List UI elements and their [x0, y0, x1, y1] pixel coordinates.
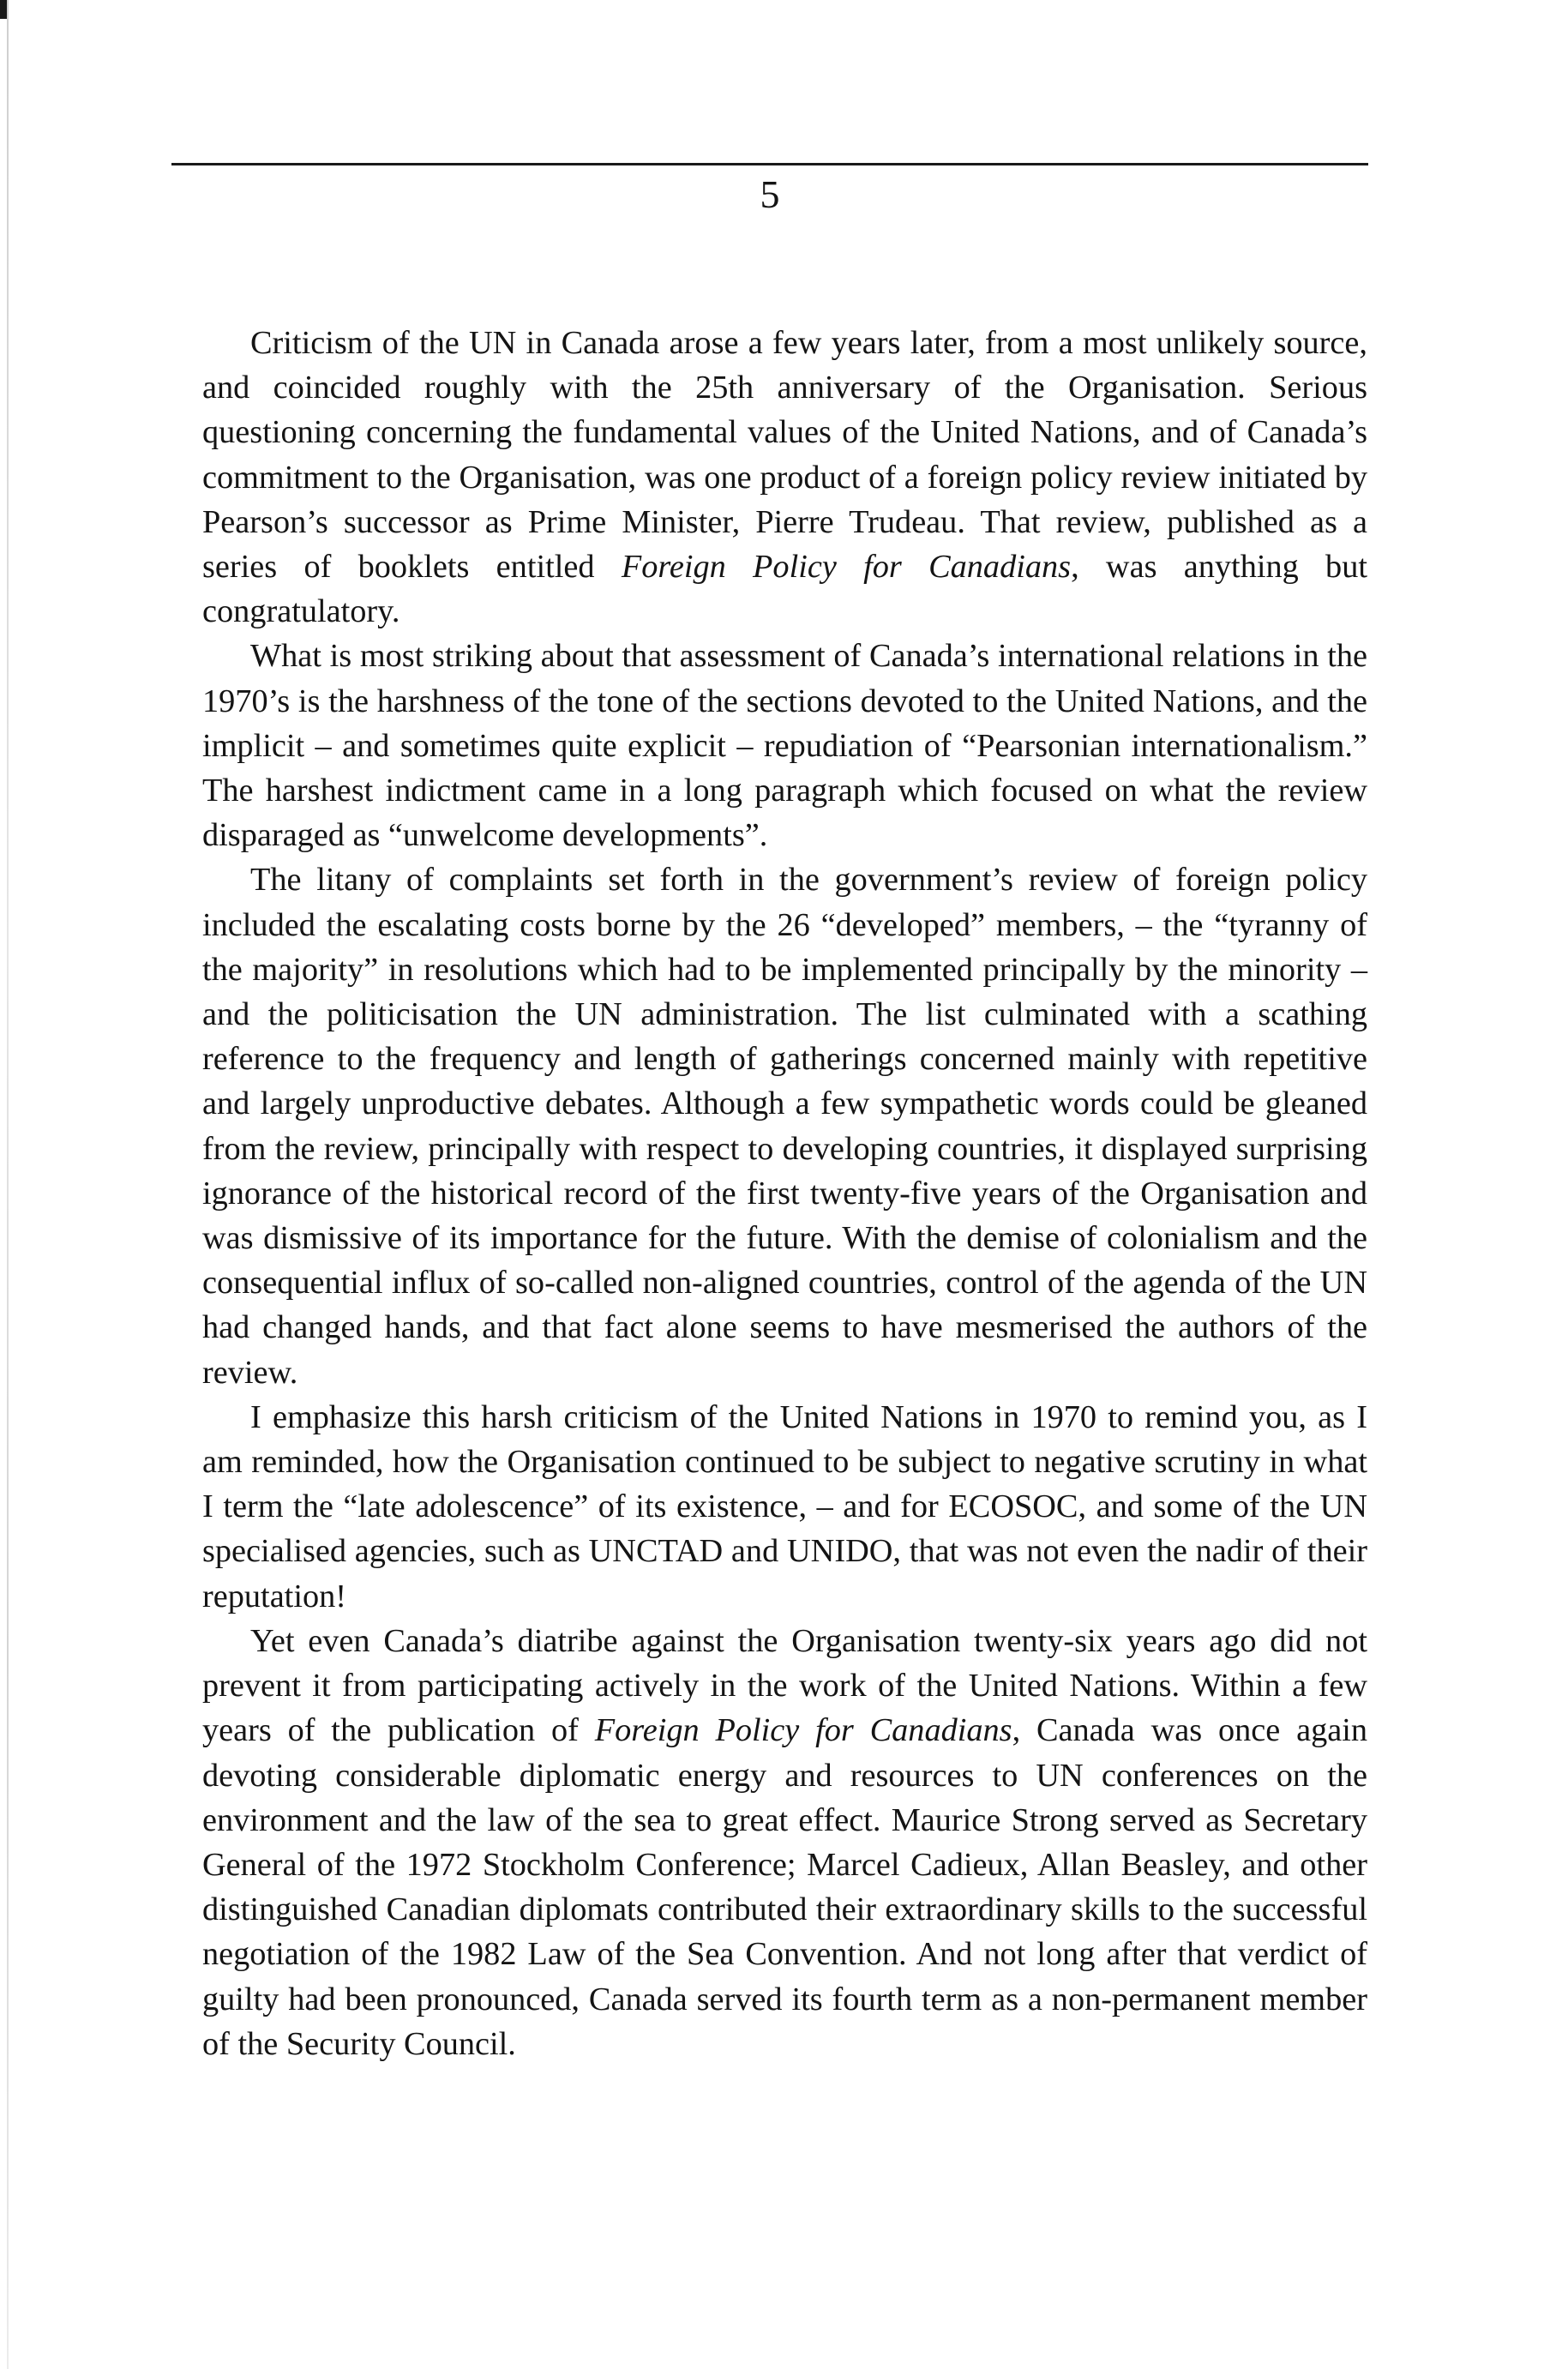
- scan-edge-line: [7, 0, 9, 2369]
- paragraph-1-book-title: Foreign Policy for Canadians: [621, 549, 1072, 586]
- paragraph-2-text: What is most striking about that assessment of Canada’s international relations in the 1970’s is the harshness of the tone of the sections devoted to the United Nations, and the implicit – and sometimes quite explicit – repudiation of “Pearsonian internationalism.” The harshest indictment came in a long paragraph which focused on what the review disparaged as “unwelcome developments”.: [202, 638, 1367, 854]
- page-number: 5: [760, 172, 780, 216]
- paragraph-4: [202, 1395, 1367, 1619]
- paragraph-1-part-1: Criticism of the UN in Canada arose a few years later, from a most unlikely source, and coincided roughly with the 25th anniversary of the Organisation. Serious questioning concerning the fundamental values of the United Nations, and of Canada’s commitment to the Organisation, was one product of a foreign policy review initiated by Pearson’s successor as Prime Minister, Pierre Trudeau. That review, published as a series of booklets entitled: [202, 325, 1367, 586]
- paragraph-3: [202, 857, 1367, 1394]
- body-text: [202, 321, 1367, 2066]
- paragraph-5-book-title: Foreign Policy for Canadians: [594, 1712, 1012, 1749]
- paragraph-5-part-3: , Canada was once again devoting considerable diplomatic energy and resources to UN conferences on the environment and the law of the sea to great effect. Maurice Strong served as Secretary General of the 1972 Stockholm Conference; Marcel Cadieux, Allan Beasley, and other distinguished Canadian diplomats contributed their extraordinary skills to the successful negotiation of the 1982 Law of the Sea Convention. And not long after that verdict of guilty had been pronounced, Canada served its fourth term as a non-permanent member of the Security Council.: [202, 1712, 1368, 2062]
- header-rule: [171, 163, 1368, 165]
- paragraph-4-text: I emphasize this harsh criticism of the United Nations in 1970 to remind you, as I am reminded, how the Organisation continued to be subject to negative scrutiny in what I term the “late adolescence” of its existence, – and for ECOSOC, and some of the UN specialised agencies, such as UNCTAD and UNIDO, that was not even the nadir of their reputation!: [202, 1398, 1367, 1614]
- paragraph-1-part-3: , was anything but congratulatory.: [202, 549, 1367, 630]
- paragraph-5-part-1: Yet even Canada’s diatribe against the Organisation twenty-six years ago did not prevent it from participating actively in the work of the United Nations. Within a few years of the publication of: [202, 1622, 1367, 1749]
- paragraph-1: [202, 321, 1367, 634]
- paragraph-5: [202, 1619, 1367, 2066]
- paragraph-3-text: The litany of complaints set forth in the government’s review of foreign policy included the escalating costs borne by the 26 “developed” members, – the “tyranny of the majority” in resolutions which had to be implemented principally by the minority – and the politicisation the UN administration. The list culminated with a scathing reference to the frequency and length of gatherings concerned mainly with repetitive and largely unproductive debates. Although a few sympathetic words could be gleaned from the review, principally with respect to developing countries, it displayed surprising ignorance of the historical record of the first twenty-five years of the Organisation and was dismissive of its importance for the future. With the demise of colonialism and the consequential influx of so-called non-aligned countries, control of the agenda of the UN had changed hands, and that fact alone seems to have mesmerised the authors of the review.: [202, 862, 1367, 1391]
- paragraph-2: [202, 634, 1367, 857]
